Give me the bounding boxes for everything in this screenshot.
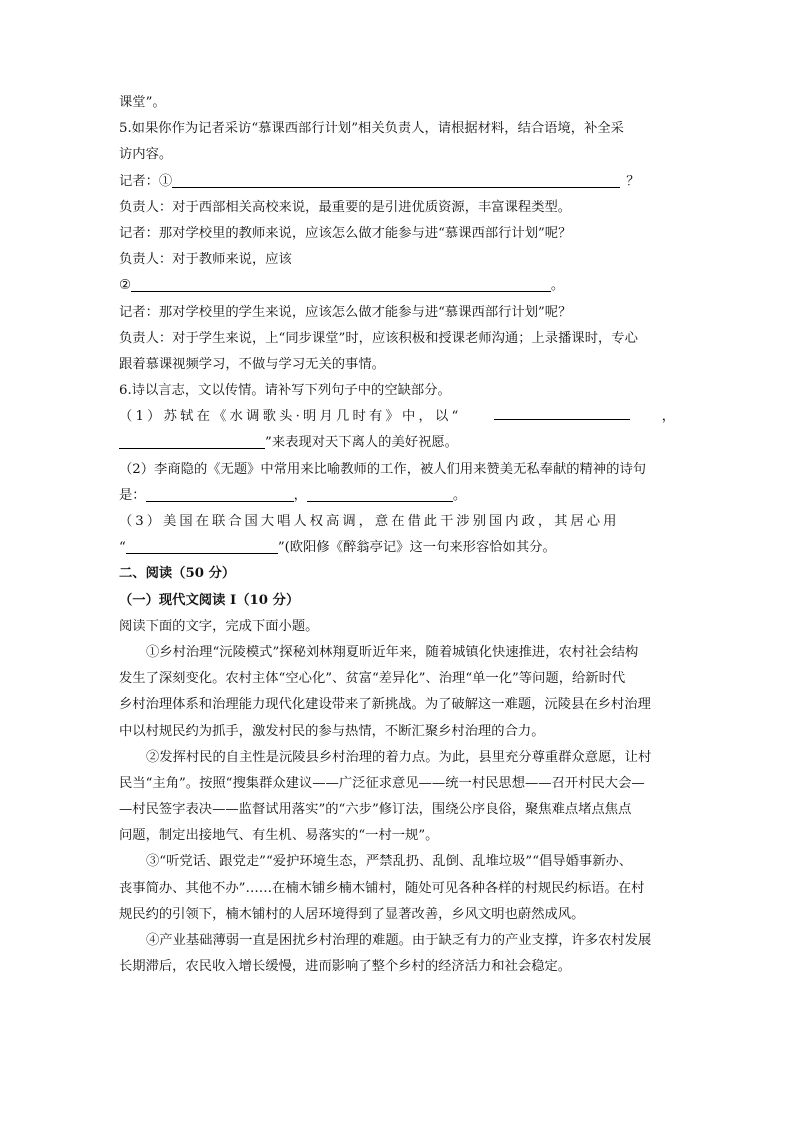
- answer-blank-q6-3[interactable]: [126, 538, 278, 554]
- q5-response-3a: 负责人：对于学生来说，上“同步课堂”时，应该积极和授课老师沟通；上录播课时，专心: [119, 330, 638, 346]
- answer-blank-q6-1b[interactable]: [119, 433, 265, 449]
- passage-line: ①乡村治理“沅陵模式”探秘刘林翔夏昕近年来，随着城镇化快速推进，农村社会结构: [146, 644, 639, 660]
- passage-line: ②发挥村民的自主性是沅陵县乡村治理的着力点。为此，县里充分尊重群众意愿，让村: [146, 749, 652, 765]
- q6-item2-line2: [119, 483, 675, 509]
- passage-line: ④产业基础薄弱一直是困扰乡村治理的难题。由于缺乏有力的产业支撑，许多农村发展: [146, 933, 652, 948]
- q5-blank-2-line: [119, 273, 675, 299]
- passage-line: 中以村规民约为抓手，激发村民的参与热情，不断汇聚乡村治理的合力。: [119, 723, 545, 739]
- q5-prompt-line2: 访内容。: [119, 147, 173, 163]
- answer-blank-q6-2a[interactable]: [146, 486, 294, 502]
- period: 。: [452, 487, 467, 503]
- q5-prompt-line1: 5.如果你作为记者采访“慕课西部行计划”相关负责人，请根据材料，结合语境，补全采: [119, 121, 624, 137]
- answer-blank-2[interactable]: [131, 276, 551, 292]
- passage-line: 丧事简办、其他不办”……在楠木铺乡楠木铺村，随处可见各种各样的村规民约标语。在村: [119, 880, 645, 896]
- q6-item3-tail: ”(欧阳修《醉翁亭记》这一句来形容恰如其分。: [277, 540, 556, 556]
- comma: ，: [293, 487, 307, 503]
- q6-item1-line2: [119, 430, 675, 456]
- q6-item1-tail: ”来表现对天下离人的美好祝愿。: [265, 435, 458, 451]
- subsection-heading: （一）现代文阅读 I（10 分）: [119, 592, 300, 608]
- section-heading-reading: 二、阅读（50 分）: [119, 566, 236, 582]
- passage-line: 规民约的引领下，楠木铺村的人居环境得到了显著改善，乡风文明也蔚然成风。: [119, 906, 585, 922]
- open-quote: “: [119, 540, 126, 556]
- q6-item2-line1: （2）李商隐的《无题》中常用来比喻教师的工作，被人们用来赞美无私奉献的精神的诗句: [119, 461, 647, 477]
- q5-reporter-2: 记者：那对学校里的教师来说，应该怎么做才能参与进“慕课西部行计划”呢？: [119, 225, 572, 241]
- blank-2-label: ②: [119, 278, 131, 294]
- passage-line: 乡村治理体系和治理能力现代化建设带来了新挑战。为了破解这一难题，沅陵县在乡村治理: [119, 697, 651, 713]
- q5-reporter-3: 记者：那对学校里的学生来说，应该怎么做才能参与进“慕课西部行计划”呢？: [119, 304, 572, 320]
- reporter-label-1: 记者：①: [119, 173, 173, 189]
- q5-response-3b: 跟着慕课视频学习，不做与学习无关的事情。: [119, 356, 385, 372]
- passage-line: ③“听党话、跟党走”“爱护环境生态，严禁乱扔、乱倒、乱堆垃圾”“倡导婚事新办、: [146, 854, 633, 870]
- reading-instruction: 阅读下面的文字，完成下面小题。: [119, 618, 319, 634]
- q5-response-1: 负责人：对于西部相关高校来说，最重要的是引进优质资源，丰富课程类型。: [119, 199, 572, 215]
- passage-line: 发生了深刻变化。农村主体“空心化”、贫富“差异化”、治理“单一化”等问题，给新时代: [119, 671, 626, 687]
- passage-line: 长期滞后，农民收入增长缓慢，进而影响了整个乡村的经济活力和社会稳定。: [119, 959, 572, 975]
- q6-item1-line1: [119, 404, 675, 430]
- document-page: [119, 90, 675, 980]
- comma: ，: [661, 409, 675, 425]
- q6-item3-line1: （3）美国在联合国大唱人权高调，意在借此干涉别国内政，其居心用: [119, 514, 620, 529]
- question-mark: ？: [626, 173, 640, 189]
- q6-item3-line2: [119, 535, 675, 561]
- period: 。: [550, 278, 565, 294]
- q6-item2-label: 是：: [119, 487, 146, 503]
- answer-blank-q6-2b[interactable]: [307, 486, 453, 502]
- passage-line: 问题，制定出接地气、有生机、易落实的“一村一规”。: [119, 828, 439, 844]
- answer-blank-q6-1a[interactable]: [494, 404, 630, 420]
- passage-line: —村民签字表决——监督试用落实”的“六步”修订法，围绕公序良俗，聚焦难点堵点焦点: [119, 802, 632, 818]
- q4-tail: 课堂”。: [119, 95, 166, 110]
- q6-prompt: 6.诗以言志，文以传情。请补写下列句子中的空缺部分。: [119, 383, 451, 399]
- passage-line: 民当“主角”。按照“搜集群众建议——广泛征求意见——统一村民思想——召开村民大会—: [119, 775, 645, 791]
- q5-response-2: 负责人：对于教师来说，应该: [119, 252, 292, 268]
- q5-reporter-question-blank: [119, 169, 675, 195]
- answer-blank-1[interactable]: [172, 172, 620, 188]
- q6-item1-text: （1）苏轼在《水调歌头·明月几时有》中，以“: [119, 409, 462, 425]
